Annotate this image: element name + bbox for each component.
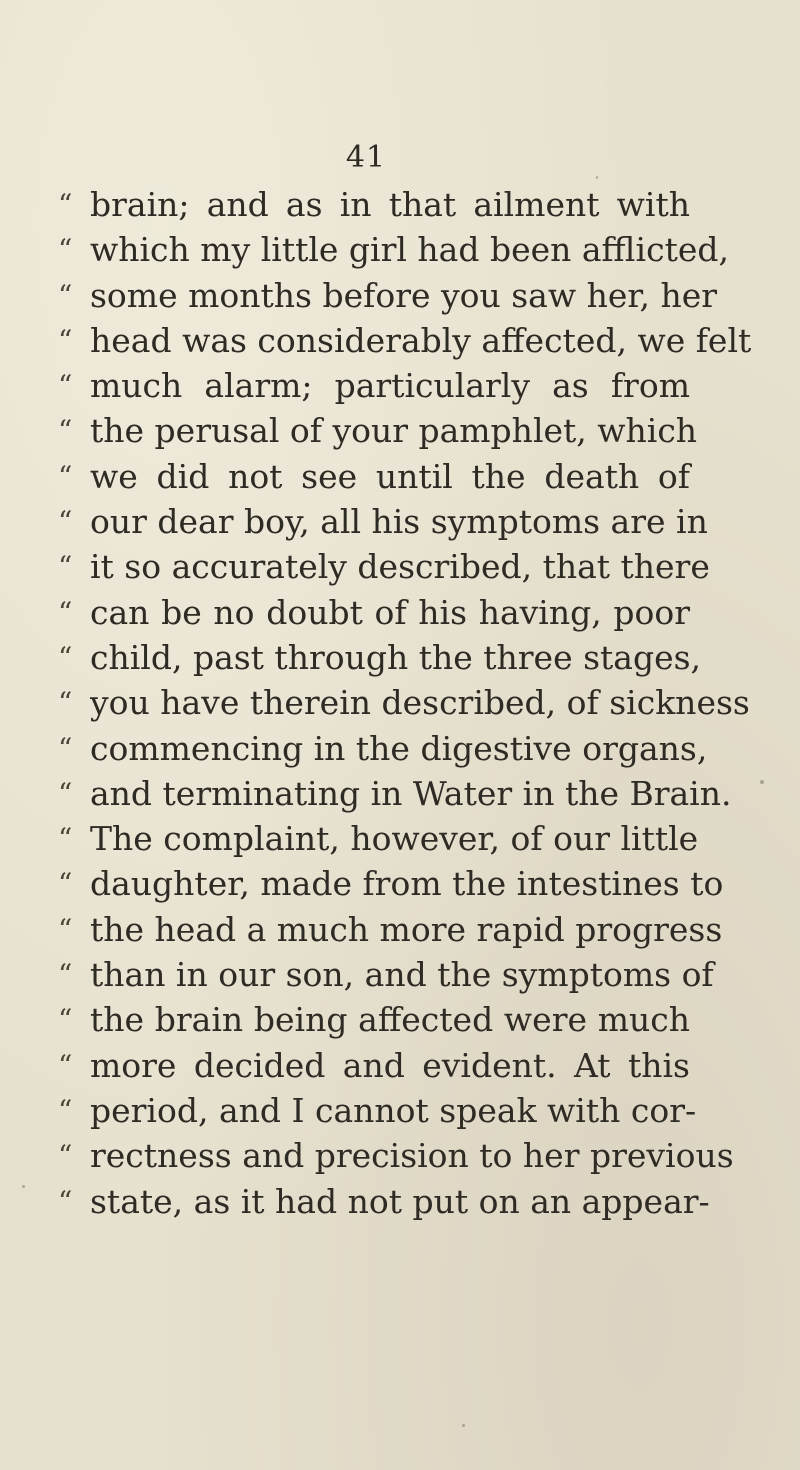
text-line — [58, 1179, 710, 1224]
text-line — [58, 1133, 734, 1178]
opening-quote-mark: “ — [58, 731, 73, 765]
opening-quote-mark: “ — [58, 776, 73, 810]
line-text: head was considerably affected, we felt — [90, 320, 752, 360]
line-text: daughter, made from the intestines to — [90, 864, 724, 904]
line-text: can be no doubt of his having, poor — [90, 592, 690, 632]
text-line — [58, 273, 718, 318]
page-number: 41 — [345, 140, 387, 175]
text-line — [58, 952, 714, 997]
text-line — [58, 771, 732, 816]
opening-quote-mark: “ — [58, 1093, 73, 1127]
line-text: you have therein described, of sickness — [90, 683, 750, 723]
quoted-letter-text — [58, 182, 752, 1224]
text-line — [58, 861, 724, 906]
text-line — [58, 227, 729, 272]
line-text: much alarm; particularly as from — [90, 366, 690, 406]
line-text: state, as it had not put on an appear- — [90, 1181, 710, 1221]
opening-quote-mark: “ — [58, 369, 73, 403]
opening-quote-mark: “ — [58, 188, 73, 221]
line-text: we did not see until the death of — [90, 456, 690, 496]
line-text: it so accurately described, that there — [90, 547, 710, 587]
text-line — [58, 997, 690, 1042]
paper-speck — [22, 1185, 25, 1188]
text-line — [58, 454, 690, 499]
opening-quote-mark: “ — [58, 640, 73, 674]
line-text: period, and I cannot speak with cor- — [90, 1090, 697, 1130]
paper-speck — [596, 176, 598, 179]
opening-quote-mark: “ — [58, 1003, 73, 1037]
opening-quote-mark: “ — [58, 323, 73, 357]
line-text: the perusal of your pamphlet, which — [90, 411, 698, 451]
line-text: child, past through the three stages, — [90, 637, 702, 677]
opening-quote-mark: “ — [58, 1139, 73, 1173]
text-line — [58, 635, 702, 680]
text-line — [58, 1088, 697, 1133]
text-line — [58, 408, 698, 453]
line-text: which my little girl had been afflicted, — [90, 230, 729, 270]
text-line — [58, 726, 708, 771]
text-line — [58, 907, 723, 952]
opening-quote-mark: “ — [58, 505, 73, 539]
line-text: than in our son, and the symptoms of — [90, 955, 714, 995]
text-line — [58, 1043, 690, 1088]
text-line — [58, 182, 690, 227]
opening-quote-mark: “ — [58, 1184, 73, 1218]
line-text: commencing in the digestive organs, — [90, 728, 708, 768]
opening-quote-mark: “ — [58, 414, 73, 448]
line-text: more decided and evident. At this — [90, 1045, 690, 1085]
line-text: brain; and as in that ailment with — [90, 185, 690, 224]
line-text: and terminating in Water in the Brain. — [90, 773, 732, 813]
line-text: the brain being affected were much — [90, 1000, 690, 1040]
opening-quote-mark: “ — [58, 550, 73, 584]
paper-speck — [760, 780, 764, 784]
text-line — [58, 680, 750, 725]
text-line — [58, 499, 708, 544]
text-line — [58, 590, 690, 635]
opening-quote-mark: “ — [58, 912, 73, 946]
text-line — [58, 318, 752, 363]
opening-quote-mark: “ — [58, 233, 73, 267]
line-text: rectness and precision to her previous — [90, 1136, 734, 1176]
opening-quote-mark: “ — [58, 686, 73, 720]
line-text: our dear boy, all his symptoms are in — [90, 502, 708, 542]
paper-speck — [462, 1424, 465, 1427]
line-text: The complaint, however, of our little — [90, 819, 699, 859]
opening-quote-mark: “ — [58, 459, 73, 493]
opening-quote-mark: “ — [58, 278, 73, 312]
opening-quote-mark: “ — [58, 1048, 73, 1082]
text-line — [58, 544, 710, 589]
text-line — [58, 363, 690, 408]
opening-quote-mark: “ — [58, 822, 73, 856]
opening-quote-mark: “ — [58, 867, 73, 901]
line-text: some months before you saw her, her — [90, 275, 718, 315]
text-line — [58, 816, 699, 861]
opening-quote-mark: “ — [58, 958, 73, 992]
line-text: the head a much more rapid progress — [90, 909, 723, 949]
opening-quote-mark: “ — [58, 595, 73, 629]
